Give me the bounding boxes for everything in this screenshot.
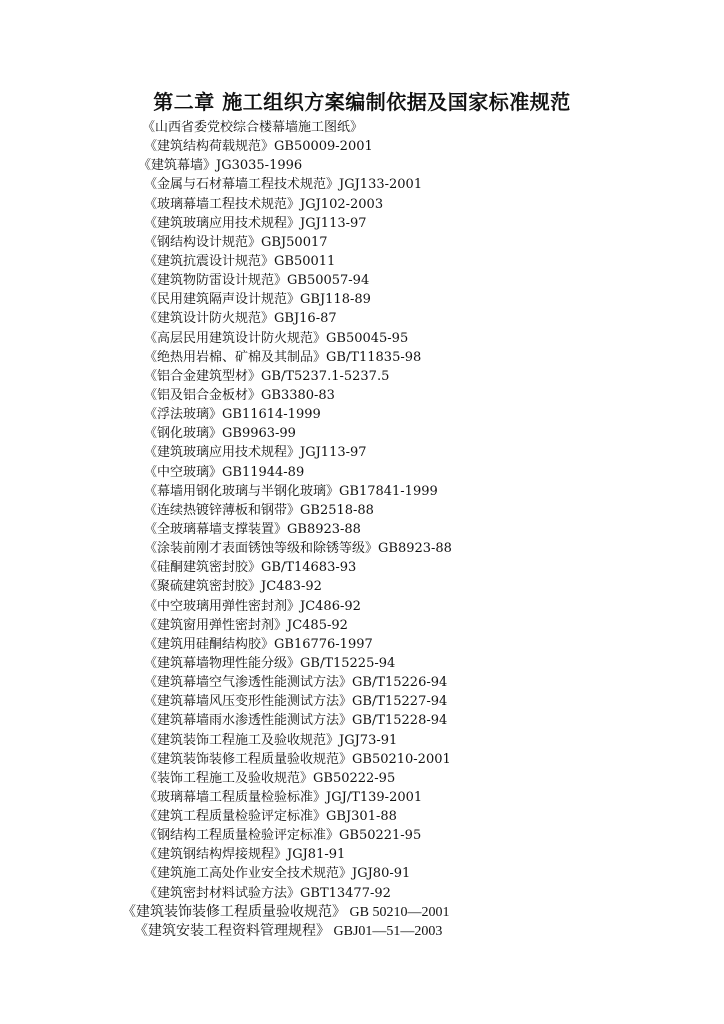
reference-item: 《建筑设计防火规范》GBJ16-87 — [144, 311, 337, 327]
reference-item: 《绝热用岩棉、矿棉及其制品》GB/T11835-98 — [144, 349, 422, 365]
reference-item: 《建筑幕墙空气渗透性能测试方法》GB/T15226-94 — [144, 675, 448, 691]
reference-item: 《中空玻璃用弹性密封剂》JC486-92 — [144, 598, 361, 614]
reference-item: 《装饰工程施工及验收规范》GB50222-95 — [144, 770, 396, 786]
reference-item: 《建筑结构荷载规范》GB50009-2001 — [144, 139, 373, 155]
reference-item: 《建筑窗用弹性密封剂》JC485-92 — [144, 617, 348, 633]
reference-item: 《建筑幕墙》JG3035-1996 — [138, 158, 303, 174]
reference-item: 《建筑幕墙雨水渗透性能测试方法》GB/T15228-94 — [144, 713, 448, 729]
reference-item: 《建筑用硅酮结构胶》GB16776-1997 — [144, 636, 373, 652]
reference-item: 《建筑幕墙风压变形性能测试方法》GB/T15227-94 — [144, 694, 448, 710]
reference-item: 《涂装前刚才表面锈蚀等级和除锈等级》GB8923-88 — [144, 541, 452, 557]
reference-item: 《浮法玻璃》GB11614-1999 — [144, 407, 321, 423]
reference-item: 《铝及铝合金板材》GB3380-83 — [144, 387, 335, 403]
reference-item: 《建筑装饰工程施工及验收规范》JGJ73-91 — [144, 732, 398, 748]
reference-item: 《金属与石材幕墙工程技术规范》JGJ133-2001 — [144, 177, 423, 193]
reference-item: 《民用建筑隔声设计规范》GBJ118-89 — [144, 292, 371, 308]
reference-item: 《建筑装饰装修工程质量验收规范》GB50210-2001 — [144, 751, 451, 767]
reference-item: 《玻璃幕墙工程技术规范》JGJ102-2003 — [144, 196, 384, 212]
reference-item: 《连续热镀锌薄板和钢带》GB2518-88 — [144, 502, 374, 518]
reference-item: 《建筑幕墙物理性能分级》GB/T15225-94 — [144, 655, 396, 671]
reference-list — [122, 118, 452, 941]
reference-item: 《钢结构工程质量检验评定标准》GB50221-95 — [144, 828, 422, 844]
reference-item: 《建筑安装工程资料管理规程》 GBJ01—51—2003 — [134, 923, 443, 939]
reference-item: 《建筑装饰装修工程质量验收规范》 GB 50210—2001 — [122, 904, 450, 920]
reference-item: 《全玻璃幕墙支撑装置》GB8923-88 — [144, 521, 361, 537]
reference-item: 《幕墙用钢化玻璃与半钢化玻璃》GB17841-1999 — [144, 483, 438, 499]
reference-item: 《硅酮建筑密封胶》GB/T14683-93 — [144, 560, 357, 576]
reference-item: 《建筑钢结构焊接规程》JGJ81-91 — [144, 847, 346, 863]
reference-item: 《建筑工程质量检验评定标准》GBJ301-88 — [144, 809, 397, 825]
reference-item: 《建筑施工高处作业安全技术规范》JGJ80-91 — [144, 866, 411, 882]
reference-item: 《建筑密封材料试验方法》GBT13477-92 — [144, 885, 391, 901]
reference-item: 《高层民用建筑设计防火规范》GB50045-95 — [144, 330, 409, 346]
reference-item: 《建筑物防雷设计规范》GB50057-94 — [144, 273, 370, 289]
chapter-title: 第二章 施工组织方案编制依据及国家标准规范 — [153, 90, 571, 114]
reference-item: 《中空玻璃》GB11944-89 — [144, 464, 305, 480]
reference-item: 《铝合金建筑型材》GB/T5237.1-5237.5 — [144, 368, 390, 384]
reference-item: 《建筑玻璃应用技术规程》JGJ113-97 — [144, 445, 367, 461]
reference-item: 《建筑抗震设计规范》GB50011 — [144, 253, 336, 269]
reference-item: 《钢结构设计规范》GBJ50017 — [144, 234, 328, 250]
reference-item: 《山西省委党校综合楼幕墙施工图纸》 — [142, 120, 364, 135]
reference-item: 《建筑玻璃应用技术规程》JGJ113-97 — [144, 215, 367, 231]
reference-item: 《聚硫建筑密封胶》JC483-92 — [144, 579, 322, 595]
reference-item: 《钢化玻璃》GB9963-99 — [144, 426, 296, 442]
reference-item: 《玻璃幕墙工程质量检验标准》JGJ/T139-2001 — [144, 789, 423, 805]
